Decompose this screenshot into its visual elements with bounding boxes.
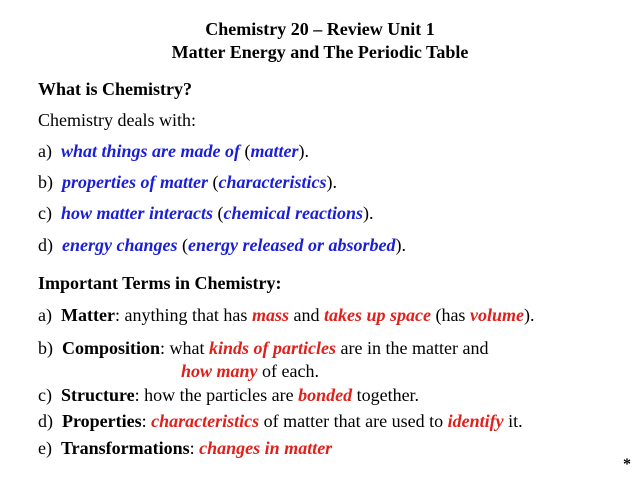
list-marker: c) — [38, 203, 52, 223]
list-item — [38, 235, 406, 256]
term-text: : — [189, 438, 200, 458]
list-item — [38, 141, 309, 162]
list-marker: c) — [38, 385, 52, 405]
term-composition — [38, 338, 488, 359]
term-properties — [38, 411, 523, 432]
term-composition-continued — [181, 361, 319, 382]
list-detail-text: energy released or absorbed — [188, 235, 396, 255]
term-matter — [38, 305, 534, 326]
term-highlight: changes in matter — [199, 438, 333, 458]
section-heading-important-terms: Important Terms in Chemistry: — [38, 273, 282, 293]
term-text: : how the particles are — [134, 385, 299, 405]
list-main-text: how matter interacts — [60, 203, 213, 223]
paren-close: ). — [362, 203, 374, 223]
list-main-text: what things are made of — [60, 141, 241, 161]
paren-open: ( — [177, 235, 188, 255]
term-label: Composition — [62, 338, 161, 358]
list-marker: d) — [38, 411, 53, 431]
paren-close: ). — [326, 172, 337, 192]
term-structure — [38, 385, 419, 406]
term-text: and — [288, 305, 324, 325]
term-text: of matter that are used to — [259, 411, 448, 431]
list-item — [38, 203, 373, 224]
footer-asterisk: * — [623, 456, 631, 473]
term-text: : what — [160, 338, 210, 358]
term-text: together. — [352, 385, 420, 405]
term-label: Structure — [60, 385, 135, 405]
term-highlight: how many — [181, 361, 258, 381]
list-detail-text: characteristics — [218, 172, 327, 192]
term-highlight: kinds of particles — [209, 338, 337, 358]
list-main-text: properties of matter — [62, 172, 208, 192]
term-transformations — [38, 438, 332, 459]
list-marker: a) — [38, 305, 52, 325]
list-marker: b) — [38, 172, 53, 192]
term-highlight: characteristics — [151, 411, 260, 431]
paren-open: ( — [240, 141, 251, 161]
list-marker: d) — [38, 235, 53, 255]
term-highlight: bonded — [298, 385, 353, 405]
term-label: Transformations — [60, 438, 190, 458]
list-marker: e) — [38, 438, 52, 458]
term-text: : — [141, 411, 152, 431]
term-label: Matter — [60, 305, 115, 325]
section-heading-what-is-chemistry: What is Chemistry? — [38, 79, 192, 99]
term-text: : anything that has — [114, 305, 252, 325]
term-text: ). — [523, 305, 535, 325]
list-detail-text: matter — [250, 141, 299, 161]
title-line-2: Matter Energy and The Periodic Table — [171, 42, 469, 62]
paren-close: ). — [298, 141, 310, 161]
term-highlight: identify — [447, 411, 504, 431]
term-highlight: volume — [469, 305, 524, 325]
list-marker: a) — [38, 141, 52, 161]
list-detail-text: chemical reactions — [223, 203, 363, 223]
term-text: (has — [430, 305, 470, 325]
term-highlight: mass — [251, 305, 289, 325]
term-label: Properties — [62, 411, 142, 431]
term-text: are in the matter and — [336, 338, 489, 358]
term-highlight: takes up space — [323, 305, 431, 325]
title-line-1: Chemistry 20 – Review Unit 1 — [205, 19, 435, 39]
term-text: it. — [503, 411, 523, 431]
list-marker: b) — [38, 338, 53, 358]
paren-open: ( — [213, 203, 224, 223]
paren-open: ( — [208, 172, 219, 192]
list-main-text: energy changes — [62, 235, 178, 255]
intro-text: Chemistry deals with: — [38, 110, 196, 130]
term-text: of each. — [257, 361, 319, 381]
paren-close: ). — [395, 235, 406, 255]
list-item — [38, 172, 337, 193]
